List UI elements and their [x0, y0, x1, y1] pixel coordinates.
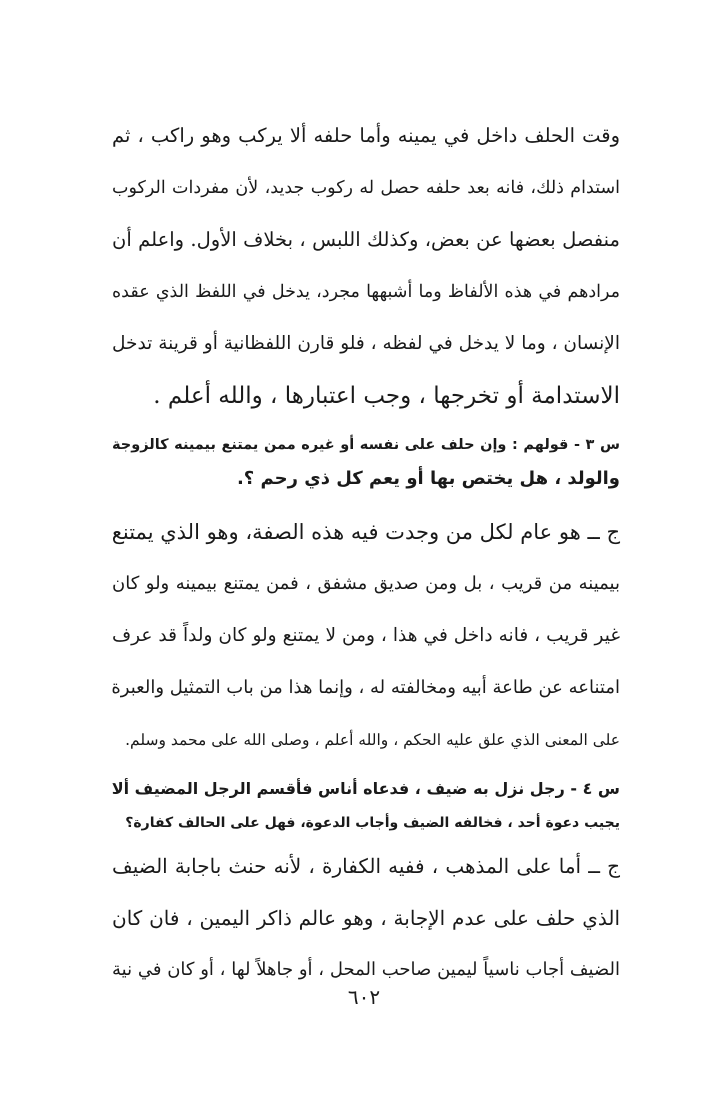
- question-line: والولد ، هل يختص بها أو يعم كل ذي رحم ؟.: [236, 468, 620, 489]
- question-line: يجيب دعوة أحد ، فخالفه الضيف وأجاب الدعوة، فهل على الحالف كفارة؟: [125, 815, 620, 831]
- answer-line: غير قريب ، فانه داخل في هذا ، ومن لا يمتنع ولو كان ولداً قد عرف: [112, 625, 620, 646]
- answer-3: [112, 506, 620, 766]
- answer-line: ج ــ أما على المذهب ، ففيه الكفارة ، لأنه حنث باجابة الضيف: [112, 854, 620, 878]
- question-4: [112, 772, 620, 840]
- question-line: س ٤ - رجل نزل به ضيف ، فدعاه أناس فأقسم الرجل المضيف ألا: [111, 779, 620, 798]
- answer-line: بيمينه من قريب ، بل ومن صديق مشفق ، فمن يمتنع بيمينه ولو كان: [112, 573, 620, 594]
- text-line: الاستدامة أو تخرجها ، وجب اعتبارها ، والله أعلم .: [153, 383, 620, 409]
- answer-4: [112, 840, 620, 996]
- answer-line: امتناعه عن طاعة أبيه ومخالفته له ، وإنما هذا من باب التمثيل والعبرة: [111, 677, 620, 698]
- page-body: [112, 110, 620, 996]
- answer-line: ج ــ هو عام لكل من وجدت فيه هذه الصفة، وهو الذي يمتنع: [111, 520, 620, 544]
- paragraph-continuation: [112, 110, 620, 422]
- text-line: مرادهم في هذه الألفاظ وما أشبهها مجرد، يدخل في اللفظ الذي عقده: [112, 282, 620, 302]
- text-line: منفصل بعضها عن بعض، وكذلك اللبس ، بخلاف الأول. واعلم أن: [112, 228, 620, 251]
- question-3: [112, 428, 620, 496]
- answer-line: الذي حلف على عدم الإجابة ، وهو عالم ذاكر اليمين ، فان كان: [112, 906, 620, 930]
- text-line: استدام ذلك، فانه بعد حلفه حصل له ركوب جديد، لأن مفردات الركوب: [112, 178, 620, 198]
- page-number: ٦٠٢: [347, 985, 381, 1009]
- text-line: وقت الحلف داخل في يمينه وأما حلفه ألا يركب وهو راكب ، ثم: [112, 124, 620, 147]
- text-line: الإنسان ، وما لا يدخل في لفظه ، فلو قارن اللفظانية أو قرينة تدخل: [112, 333, 620, 354]
- answer-line: على المعنى الذي علق عليه الحكم ، والله أعلم ، وصلى الله على محمد وسلم.: [125, 731, 620, 749]
- answer-line: الضيف أجاب ناسياً ليمين صاحب المحل ، أو جاهلاً لها ، أو كان في نية: [112, 959, 620, 980]
- question-line: س ٣ - قولهم : وإن حلف على نفسه أو غيره ممن يمتنع بيمينه كالزوجة: [112, 437, 620, 453]
